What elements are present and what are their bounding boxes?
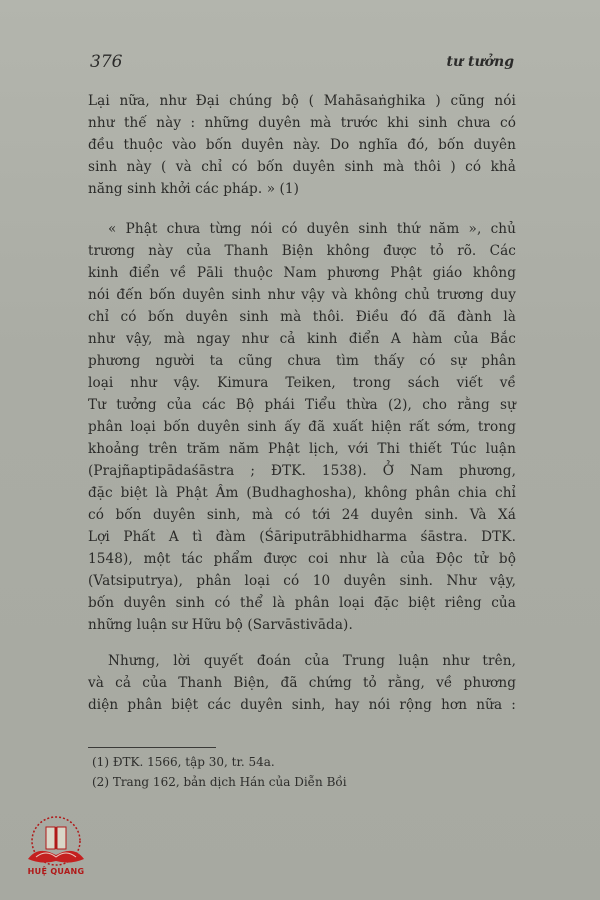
text-line: diện phân biệt các duyên sinh, hay nói rộng hơn nữa :	[88, 697, 516, 713]
text-line: trương này của Thanh Biện không được tỏ rõ. Các	[88, 243, 516, 259]
text-line: sinh này ( và chỉ có bốn duyên sinh mà thôi ) có khả	[88, 159, 516, 175]
text-line: Nhưng, lời quyết đoán của Trung luận như trên,	[108, 653, 516, 669]
text-line: có bốn duyên sinh, mà có tới 24 duyên sinh. Và Xá	[88, 507, 516, 523]
paragraph-1	[88, 90, 516, 200]
text-line: năng sinh khởi các pháp. » (1)	[88, 181, 300, 197]
page-number: 376	[90, 52, 123, 72]
text-line: nói đến bốn duyên sinh như vậy và không chủ trương duy	[88, 287, 516, 303]
text-line: như vậy, mà ngay như cả kinh điển A hàm của Bắc	[88, 331, 516, 347]
text-line: khoảng trên trăm năm Phật lịch, với Thi thiết Túc luận	[88, 441, 516, 457]
page-body	[88, 90, 516, 716]
text-line: bốn duyên sinh có thể là phân loại đặc biệt riêng của	[88, 595, 516, 611]
text-line: chỉ có bốn duyên sinh mà thôi. Điều đó đã đành là	[88, 309, 516, 325]
text-line: phân loại bốn duyên sinh ấy đã xuất hiện rất sớm, trong	[88, 419, 516, 435]
text-line: « Phật chưa từng nói có duyên sinh thứ năm », chủ	[108, 221, 516, 237]
text-line: Tư tưởng của các Bộ phái Tiểu thừa (2), cho rằng sự	[88, 397, 516, 413]
footnote-1: (1) ĐTK. 1566, tập 30, tr. 54a.	[92, 755, 275, 769]
text-line: Lợi Phất A tì đàm (Śāriputrābhidharma śāstra. DTK.	[88, 529, 516, 545]
text-line: (Vatsiputrya), phân loại có 10 duyên sinh. Như vậy,	[88, 573, 516, 589]
text-line: kinh điển về Pāli thuộc Nam phương Phật giáo không	[88, 265, 516, 281]
text-line: những luận sư Hữu bộ (Sarvāstivāda).	[88, 617, 353, 633]
text-line: và cả của Thanh Biện, đã chứng tỏ rằng, về phương	[88, 675, 516, 691]
page-header	[90, 52, 514, 78]
text-line: đều thuộc vào bốn duyên này. Do nghĩa đó, bốn duyên	[88, 137, 516, 153]
text-line: (Prajñaptipādaśāstra ; ĐTK. 1538). Ở Nam phương,	[88, 463, 516, 479]
paragraph-2	[88, 218, 516, 636]
footnotes	[92, 752, 492, 792]
text-line: Lại nữa, như Đại chúng bộ ( Mahāsaṅghika ) cũng nói	[88, 93, 516, 109]
footnote-divider	[88, 747, 216, 748]
text-line: như thế này : những duyên mà trước khi sinh chưa có	[88, 115, 516, 131]
text-line: phương người ta cũng chưa tìm thấy có sự phân	[88, 353, 516, 369]
paragraph-3	[88, 650, 516, 716]
publisher-logo	[14, 815, 98, 885]
footnote-2: (2) Trang 162, bản dịch Hán của Diễn Bồi	[92, 775, 347, 789]
lotus-book-logo-icon	[14, 815, 98, 871]
running-head: tư tưởng	[446, 54, 514, 70]
text-line: 1548), một tác phẩm được coi như là của Độc tử bộ	[88, 551, 516, 567]
text-line: đặc biệt là Phật Âm (Budhaghosha), không phân chia chỉ	[88, 485, 516, 501]
logo-text: HUỆ QUANG	[27, 867, 85, 876]
text-line: loại như vậy. Kimura Teiken, trong sách viết về	[88, 375, 516, 391]
